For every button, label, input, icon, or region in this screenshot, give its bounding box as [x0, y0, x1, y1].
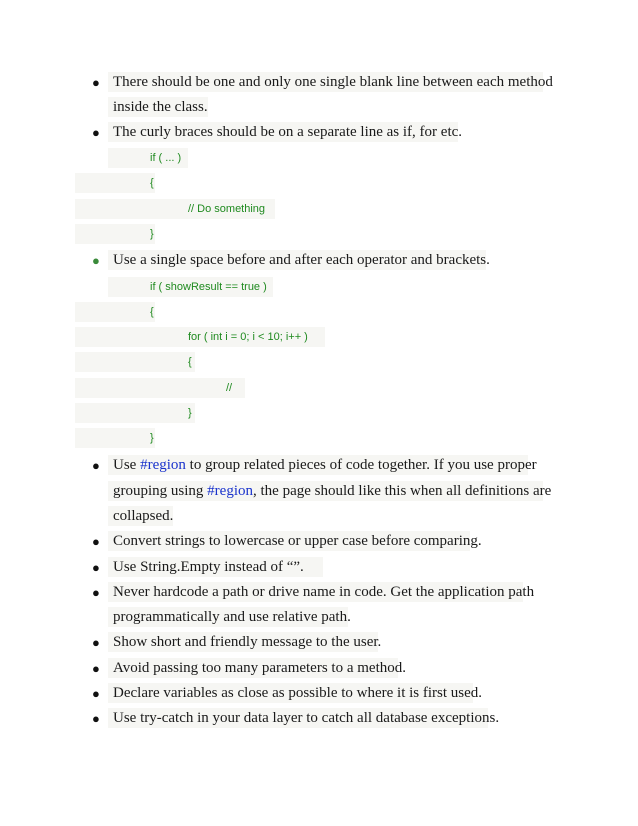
bullet-icon: ● — [92, 686, 100, 701]
code-line: { — [150, 306, 154, 318]
text-highlight — [75, 378, 245, 398]
list-item-continuation — [113, 479, 551, 504]
list-item: Use String.Empty instead of “”. — [113, 559, 304, 575]
text-highlight — [75, 173, 155, 193]
code-line: // — [226, 382, 233, 394]
list-item: There should be one and only one single blank line between each method — [113, 74, 553, 90]
bullet-icon: ● — [92, 125, 100, 140]
text-run: Use — [113, 457, 141, 473]
code-line: { — [150, 177, 154, 189]
bullet-icon: ● — [92, 635, 100, 650]
bullet-icon: ● — [92, 711, 100, 726]
list-item: Avoid passing too many parameters to a method. — [113, 660, 406, 676]
bullet-icon: ● — [92, 253, 100, 268]
list-item: The curly braces should be on a separate line as if, for etc. — [113, 124, 463, 140]
text-highlight — [75, 352, 195, 372]
code-line: { — [188, 356, 192, 368]
text-highlight — [75, 403, 195, 423]
code-line: } — [188, 407, 192, 419]
text-run: grouping using — [113, 483, 208, 499]
list-item: Declare variables as close as possible to where it is first used. — [113, 685, 483, 701]
text-highlight — [75, 224, 155, 244]
bullet-icon: ● — [92, 585, 100, 600]
code-line: if ( showResult == true ) — [150, 281, 267, 293]
bullet-icon: ● — [92, 661, 100, 676]
list-item: Use try-catch in your data layer to catch all database exceptions. — [113, 710, 500, 726]
list-item-continuation: collapsed. — [113, 508, 174, 524]
list-item — [113, 453, 537, 478]
text-run: , the page should like this when all definitions are — [253, 483, 552, 499]
region-keyword: #region — [140, 457, 186, 473]
code-line: for ( int i = 0; i < 10; i++ ) — [188, 331, 308, 343]
code-line: if ( ... ) — [150, 152, 182, 164]
bullet-icon: ● — [92, 458, 100, 473]
list-item: Convert strings to lowercase or upper case before comparing. — [113, 533, 482, 549]
list-item-continuation: programmatically and use relative path. — [113, 609, 351, 625]
code-line: } — [150, 228, 154, 240]
text-run: to group related pieces of code together. If you use proper — [185, 457, 537, 473]
code-line: // Do something — [188, 203, 266, 215]
text-highlight — [75, 428, 155, 448]
bullet-icon: ● — [92, 560, 100, 575]
list-item: Never hardcode a path or drive name in code. Get the application path — [113, 584, 535, 600]
list-item-continuation: inside the class. — [113, 99, 208, 115]
bullet-icon: ● — [92, 534, 100, 549]
region-keyword: #region — [207, 483, 253, 499]
text-highlight — [75, 302, 155, 322]
bullet-icon: ● — [92, 75, 100, 90]
list-item: Show short and friendly message to the user. — [113, 634, 382, 650]
list-item: Use a single space before and after each operator and brackets. — [113, 252, 490, 268]
code-line: } — [150, 432, 154, 444]
